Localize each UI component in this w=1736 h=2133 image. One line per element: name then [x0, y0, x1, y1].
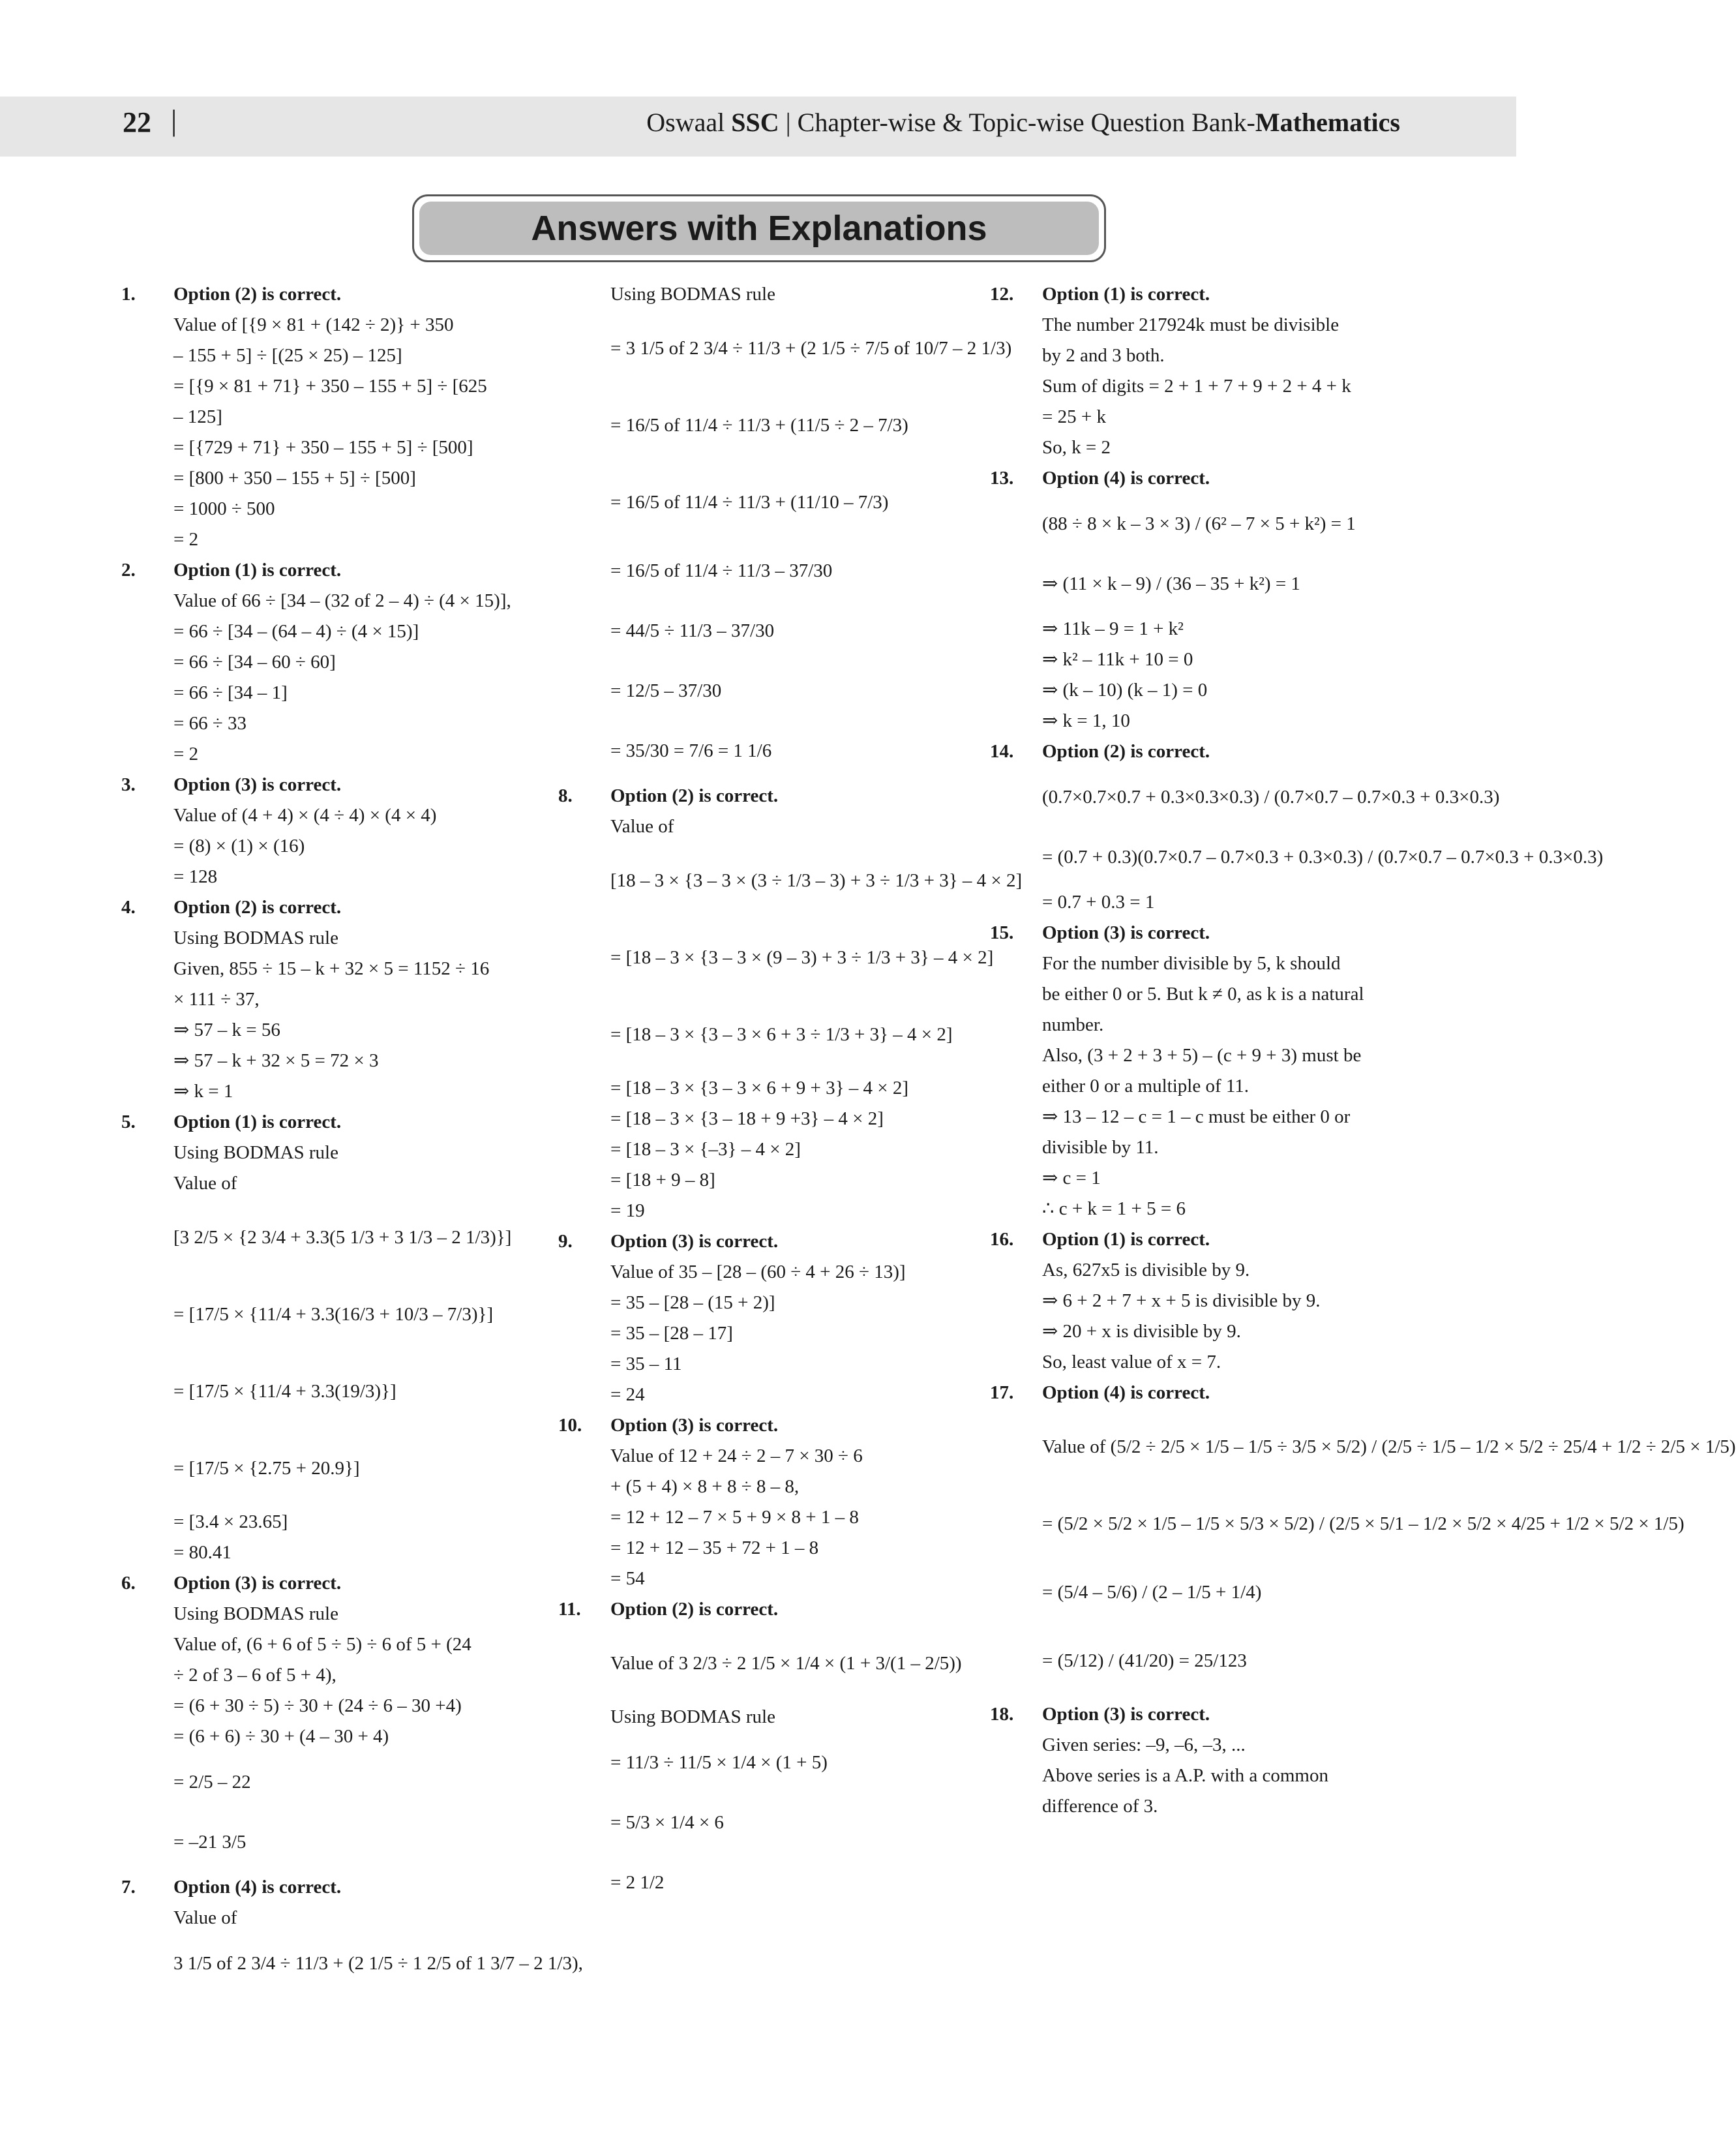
solution-line: = 12 + 12 – 35 + 72 + 1 – 8 — [610, 1537, 819, 1558]
answer-block — [121, 555, 539, 770]
solution-line: = 11/3 ÷ 11/5 × 1/4 × (1 + 5) — [610, 1752, 828, 1773]
question-number: 17. — [990, 1382, 1014, 1403]
question-number: 8. — [558, 785, 573, 806]
solution-line: ⇒ 11k – 9 = 1 + k² — [1042, 618, 1184, 639]
solution-line: = 3 1/5 of 2 3/4 ÷ 11/3 + (2 1/5 ÷ 7/5 of 10/7 – 2 1/3) — [610, 338, 1012, 359]
answer-block — [558, 1226, 976, 1410]
answer-heading: Option (2) is correct. — [610, 785, 779, 806]
solution-line: = 2/5 – 22 — [173, 1772, 251, 1793]
answer-block — [121, 279, 539, 555]
solution-line: The number 217924k must be divisible — [1042, 314, 1339, 335]
solution-line: difference of 3. — [1042, 1796, 1158, 1817]
solution-line: So, least value of x = 7. — [1042, 1352, 1221, 1372]
solution-line: + (5 + 4) × 8 + 8 ÷ 8 – 8, — [610, 1476, 800, 1497]
answer-block — [121, 892, 539, 1107]
answer-heading: Option (2) is correct. — [173, 897, 342, 918]
answer-heading: Option (3) is correct. — [1042, 922, 1210, 943]
answer-block — [990, 279, 1407, 463]
answer-block — [558, 1594, 976, 1913]
solution-line: Given series: –9, –6, –3, ... — [1042, 1734, 1246, 1755]
question-number: 1. — [121, 284, 136, 305]
answer-heading: Option (2) is correct. — [173, 284, 342, 305]
answer-block — [121, 770, 539, 892]
solution-line: Also, (3 + 2 + 3 + 5) – (c + 9 + 3) must be — [1042, 1045, 1362, 1066]
solution-line: [3 2/5 × {2 3/4 + 3.3(5 1/3 + 3 1/3 – 2 1/3)}] — [173, 1227, 512, 1248]
question-number: 3. — [121, 774, 136, 795]
question-number: 4. — [121, 897, 136, 918]
question-number: 9. — [558, 1231, 573, 1252]
solution-line: – 125] — [173, 406, 222, 427]
solution-line: ⇒ (k – 10) (k – 1) = 0 — [1042, 680, 1208, 701]
header-separator: | — [171, 104, 177, 137]
page-number: 22 — [123, 106, 151, 138]
solution-line: = [{729 + 71} + 350 – 155 + 5] ÷ [500] — [173, 437, 473, 458]
solution-line: = [17/5 × {11/4 + 3.3(16/3 + 10/3 – 7/3)}] — [173, 1304, 494, 1325]
solution-line: Using BODMAS rule — [173, 1142, 338, 1163]
solution-line: (0.7×0.7×0.7 + 0.3×0.3×0.3) / (0.7×0.7 – 0.7×0.3 + 0.3×0.3) — [1042, 787, 1500, 808]
solution-line: [18 – 3 × {3 – 3 × (3 ÷ 1/3 – 3) + 3 ÷ 1/3 + 3} – 4 × 2] — [610, 870, 1023, 891]
solution-line: = 66 ÷ 33 — [173, 713, 247, 734]
solution-line: = [18 – 3 × {3 – 3 × 6 + 3 ÷ 1/3 + 3} – 4 × 2] — [610, 1024, 953, 1045]
solution-line: Value of — [173, 1907, 237, 1928]
section-banner — [412, 194, 1106, 262]
answer-heading: Option (2) is correct. — [1042, 741, 1210, 762]
solution-line: Value of 3 2/3 ÷ 2 1/5 × 1/4 × (1 + 3/(1 – 2/5)) — [610, 1653, 962, 1674]
solution-line: = [17/5 × {11/4 + 3.3(19/3)}] — [173, 1381, 397, 1402]
answer-heading: Option (4) is correct. — [173, 1877, 342, 1898]
question-number: 7. — [121, 1877, 136, 1898]
question-number: 15. — [990, 922, 1014, 943]
solution-line: = (0.7 + 0.3)(0.7×0.7 – 0.7×0.3 + 0.3×0.3) / (0.7×0.7 – 0.7×0.3 + 0.3×0.3) — [1042, 847, 1604, 868]
answer-block — [990, 1378, 1736, 1699]
solution-line: = [18 – 3 × {3 – 3 × 6 + 9 + 3} – 4 × 2] — [610, 1078, 909, 1098]
solution-line: = 2 — [173, 529, 199, 550]
solution-line: = 12/5 – 37/30 — [610, 680, 722, 701]
solution-line: = (5/4 – 5/6) / (2 – 1/5 + 1/4) — [1042, 1582, 1262, 1603]
solution-line: = 54 — [610, 1568, 645, 1589]
solution-line: (88 ÷ 8 × k – 3 × 3) / (6² – 7 × 5 + k²) = 1 — [1042, 513, 1356, 534]
question-number: 12. — [990, 284, 1014, 305]
solution-line: ⇒ 13 – 12 – c = 1 – c must be either 0 or — [1042, 1106, 1351, 1127]
book-title: Oswaal SSC | Chapter-wise & Topic-wise Question Bank-Mathematics — [646, 108, 1400, 137]
solution-line: = 35 – [28 – 17] — [610, 1323, 733, 1344]
solution-line: ⇒ k² – 11k + 10 = 0 — [1042, 649, 1193, 670]
solution-line: Value of 35 – [28 – (60 ÷ 4 + 26 ÷ 13)] — [610, 1262, 906, 1282]
answer-heading: Option (3) is correct. — [610, 1415, 779, 1436]
answer-heading: Option (1) is correct. — [173, 560, 342, 581]
answer-heading: Option (1) is correct. — [1042, 284, 1210, 305]
solution-line: = 35 – [28 – (15 + 2)] — [610, 1292, 775, 1313]
solution-line: Using BODMAS rule — [173, 1603, 338, 1624]
solution-line: = [18 – 3 × {–3} – 4 × 2] — [610, 1139, 801, 1160]
solution-line: = (6 + 6) ÷ 30 + (4 – 30 + 4) — [173, 1726, 389, 1747]
solution-line: Sum of digits = 2 + 1 + 7 + 9 + 2 + 4 + k — [1042, 376, 1351, 397]
solution-line: ⇒ c = 1 — [1042, 1168, 1101, 1188]
answer-block — [558, 1410, 976, 1594]
question-number: 14. — [990, 741, 1014, 762]
solution-line: = 25 + k — [1042, 406, 1106, 427]
solution-line: = [3.4 × 23.65] — [173, 1511, 288, 1532]
solution-line: ∴ c + k = 1 + 5 = 6 — [1042, 1198, 1186, 1219]
solution-line: = (5/2 × 5/2 × 1/5 – 1/5 × 5/3 × 5/2) / (2/5 × 5/1 – 1/2 × 5/2 × 4/25 + 1/2 × 5/2 × 1/5) — [1042, 1513, 1684, 1534]
answer-heading: Option (4) is correct. — [1042, 468, 1210, 489]
solution-line: = [18 – 3 × {3 – 18 + 9 +3} – 4 × 2] — [610, 1108, 884, 1129]
solution-line: = [18 + 9 – 8] — [610, 1170, 715, 1190]
solution-line: 3 1/5 of 2 3/4 ÷ 11/3 + (2 1/5 ÷ 1 2/5 of 1 3/7 – 2 1/3), — [173, 1953, 583, 1974]
solution-line: Above series is a A.P. with a common — [1042, 1765, 1328, 1786]
solution-line: ⇒ 20 + x is divisible by 9. — [1042, 1321, 1241, 1342]
answer-heading: Option (1) is correct. — [1042, 1229, 1210, 1250]
solution-line: As, 627x5 is divisible by 9. — [1042, 1260, 1250, 1280]
solution-line: = (5/12) / (41/20) = 25/123 — [1042, 1650, 1247, 1671]
solution-line: Value of [{9 × 81 + (142 ÷ 2)} + 350 — [173, 314, 454, 335]
answer-heading: Option (3) is correct. — [1042, 1704, 1210, 1725]
solution-line: = 66 ÷ [34 – 1] — [173, 682, 288, 703]
solution-line: Value of 66 ÷ [34 – (32 of 2 – 4) ÷ (4 × 15)], — [173, 590, 511, 611]
solution-line: Given, 855 ÷ 15 – k + 32 × 5 = 1152 ÷ 16 — [173, 958, 490, 979]
question-number: 18. — [990, 1704, 1014, 1725]
answer-block — [990, 1699, 1407, 1822]
solution-line: Value of 12 + 24 ÷ 2 – 7 × 30 ÷ 6 — [610, 1445, 863, 1466]
section-title: Answers with Explanations — [419, 202, 1099, 255]
solution-line: = 5/3 × 1/4 × 6 — [610, 1812, 724, 1833]
question-number: 13. — [990, 468, 1014, 489]
question-number: 16. — [990, 1229, 1014, 1250]
solution-line: ⇒ k = 1 — [173, 1081, 233, 1102]
answer-block — [121, 1107, 539, 1568]
solution-line: = 19 — [610, 1200, 645, 1221]
solution-line: = 16/5 of 11/4 ÷ 11/3 – 37/30 — [610, 560, 833, 581]
page-header — [0, 97, 1516, 157]
solution-line: = –21 3/5 — [173, 1832, 247, 1853]
solution-line: = [18 – 3 × {3 – 3 × (9 – 3) + 3 ÷ 1/3 + 3} – 4 × 2] — [610, 947, 994, 968]
answer-column-3 — [990, 279, 1736, 1822]
solution-line: ⇒ (11 × k – 9) / (36 – 35 + k²) = 1 — [1042, 573, 1300, 594]
answer-heading: Option (3) is correct. — [173, 1573, 342, 1594]
solution-line: = 24 — [610, 1384, 645, 1405]
answer-block — [121, 1872, 583, 1993]
answer-block — [990, 736, 1604, 918]
solution-line: = (6 + 30 ÷ 5) ÷ 30 + (24 ÷ 6 – 30 +4) — [173, 1695, 462, 1716]
solution-line: Value of, (6 + 6 of 5 ÷ 5) ÷ 6 of 5 + (24 — [173, 1634, 471, 1655]
solution-line: = [800 + 350 – 155 + 5] ÷ [500] — [173, 468, 416, 489]
solution-line: Value of (5/2 ÷ 2/5 × 1/5 – 1/5 ÷ 3/5 × 5/2) / (2/5 ÷ 1/5 – 1/2 × 5/2 ÷ 25/4 + 1/2 ÷ 2/5 × 1/5) — [1042, 1436, 1736, 1457]
solution-line: = (8) × (1) × (16) — [173, 836, 305, 856]
solution-line: ÷ 2 of 3 – 6 of 5 + 4), — [173, 1665, 337, 1686]
solution-line: Using BODMAS rule — [173, 928, 338, 948]
question-number: 2. — [121, 560, 136, 581]
solution-line: = 16/5 of 11/4 ÷ 11/3 + (11/5 ÷ 2 – 7/3) — [610, 415, 908, 436]
answer-block — [990, 463, 1407, 736]
solution-line: = 0.7 + 0.3 = 1 — [1042, 892, 1155, 913]
answer-block — [121, 1568, 539, 1872]
answer-heading: Option (1) is correct. — [173, 1112, 342, 1132]
solution-line: = 35/30 = 7/6 = 1 1/6 — [610, 740, 772, 761]
question-number: 5. — [121, 1112, 136, 1132]
solution-line: ⇒ 57 – k = 56 — [173, 1020, 280, 1040]
solution-line: Value of (4 + 4) × (4 ÷ 4) × (4 × 4) — [173, 805, 437, 826]
solution-line: Value of — [173, 1173, 237, 1194]
answer-block — [990, 918, 1407, 1224]
solution-line: = 66 ÷ [34 – 60 ÷ 60] — [173, 652, 336, 673]
solution-line: = 44/5 ÷ 11/3 – 37/30 — [610, 620, 775, 641]
solution-line: ⇒ 57 – k + 32 × 5 = 72 × 3 — [173, 1050, 379, 1071]
answer-block — [558, 279, 1012, 781]
answer-block — [990, 1224, 1407, 1378]
question-number: 10. — [558, 1415, 582, 1436]
solution-line: = [17/5 × {2.75 + 20.9}] — [173, 1458, 360, 1479]
solution-line: = 1000 ÷ 500 — [173, 498, 275, 519]
solution-line: Value of — [610, 816, 674, 837]
answer-column-1 — [121, 279, 583, 1993]
solution-line: number. — [1042, 1014, 1104, 1035]
solution-line: be either 0 or 5. But k ≠ 0, as k is a natural — [1042, 984, 1364, 1005]
solution-line: = 128 — [173, 866, 218, 887]
solution-line: either 0 or a multiple of 11. — [1042, 1076, 1250, 1097]
answer-heading: Option (4) is correct. — [1042, 1382, 1210, 1403]
solution-line: divisible by 11. — [1042, 1137, 1159, 1158]
solution-line: × 111 ÷ 37, — [173, 989, 260, 1010]
solution-line: = [{9 × 81 + 71} + 350 – 155 + 5] ÷ [625 — [173, 376, 487, 397]
solution-line: For the number divisible by 5, k should — [1042, 953, 1341, 974]
solution-line: So, k = 2 — [1042, 437, 1111, 458]
answer-column-2 — [558, 279, 1023, 1913]
solution-line: ⇒ k = 1, 10 — [1042, 710, 1130, 731]
solution-line: by 2 and 3 both. — [1042, 345, 1165, 366]
answer-heading: Option (3) is correct. — [610, 1231, 779, 1252]
solution-line: Using BODMAS rule — [610, 1706, 775, 1727]
solution-line: = 66 ÷ [34 – (64 – 4) ÷ (4 × 15)] — [173, 621, 419, 642]
answer-heading: Option (2) is correct. — [610, 1599, 779, 1620]
solution-line: Using BODMAS rule — [610, 284, 775, 305]
solution-line: = 80.41 — [173, 1542, 232, 1563]
solution-line: ⇒ 6 + 2 + 7 + x + 5 is divisible by 9. — [1042, 1290, 1321, 1311]
solution-line: = 16/5 of 11/4 ÷ 11/3 + (11/10 – 7/3) — [610, 492, 889, 513]
solution-line: = 2 1/2 — [610, 1872, 665, 1893]
question-number: 6. — [121, 1573, 136, 1594]
solution-line: = 2 — [173, 744, 199, 764]
question-number: 11. — [558, 1599, 581, 1620]
solution-line: = 35 – 11 — [610, 1354, 682, 1374]
solution-line: – 155 + 5] ÷ [(25 × 25) – 125] — [173, 345, 402, 366]
solution-line: = 12 + 12 – 7 × 5 + 9 × 8 + 1 – 8 — [610, 1507, 859, 1528]
answer-heading: Option (3) is correct. — [173, 774, 342, 795]
